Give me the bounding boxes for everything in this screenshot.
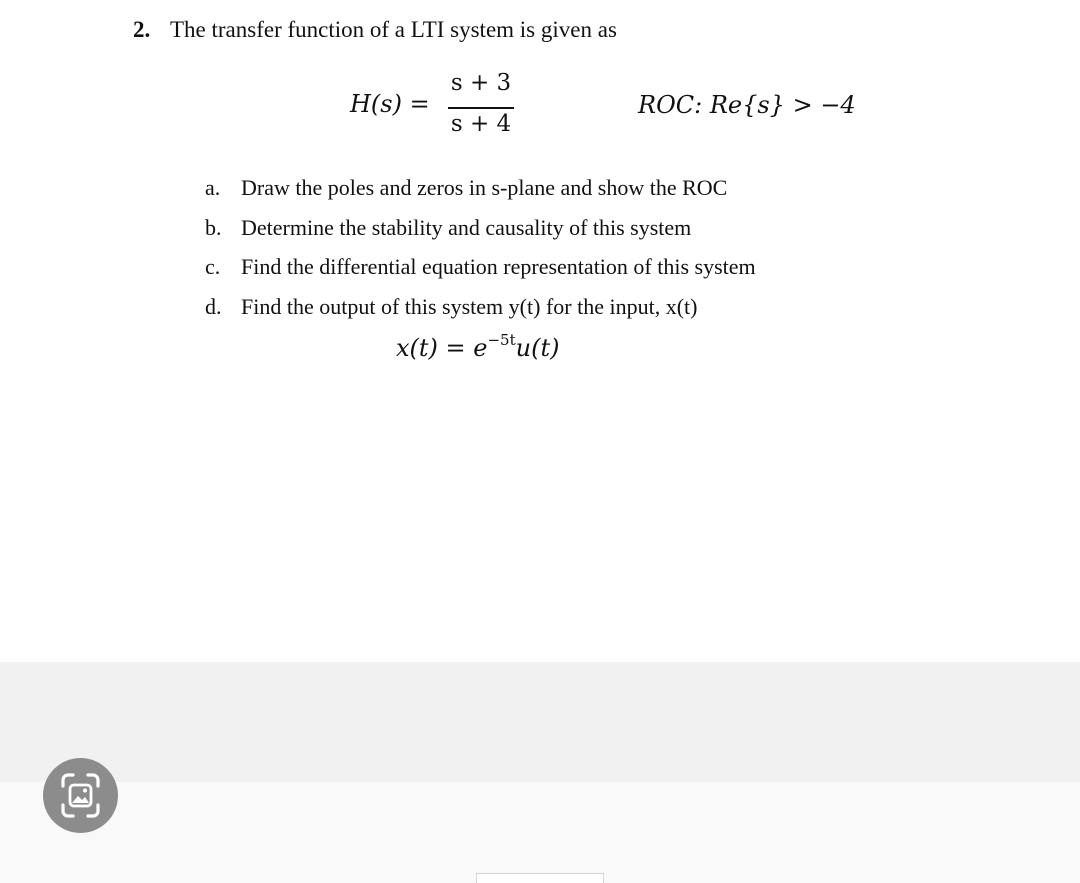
input-signal-rhs: u(t) bbox=[515, 334, 560, 362]
list-marker: d. bbox=[205, 294, 222, 319]
list-text: Draw the poles and zeros in s-plane and show the ROC bbox=[241, 175, 728, 200]
list-text: Determine the stability and causality of this system bbox=[241, 215, 692, 240]
bottom-sheet-handle[interactable] bbox=[476, 873, 604, 883]
input-signal-lhs: x(t) = e bbox=[396, 334, 488, 362]
transfer-function-lhs: H(s) = bbox=[350, 90, 430, 118]
viewer-bottom-bar bbox=[0, 782, 1080, 883]
fraction-bar bbox=[448, 107, 514, 109]
list-marker: a. bbox=[205, 175, 221, 200]
list-item bbox=[205, 175, 727, 201]
question-number: 2. bbox=[133, 17, 151, 42]
list-item bbox=[205, 215, 691, 241]
viewer-background bbox=[0, 662, 1080, 782]
question-prompt: The transfer function of a LTI system is given as bbox=[170, 17, 617, 42]
list-item bbox=[205, 254, 756, 280]
region-of-convergence: ROC: Re{s} > −4 bbox=[638, 91, 856, 119]
image-scan-icon bbox=[43, 758, 118, 833]
list-marker: b. bbox=[205, 215, 222, 240]
image-scan-button[interactable] bbox=[43, 758, 118, 833]
transfer-function-denominator: s + 4 bbox=[450, 111, 512, 137]
list-text: Find the differential equation representation of this system bbox=[241, 254, 756, 279]
input-signal-exponent: −5t bbox=[487, 331, 516, 349]
list-marker: c. bbox=[205, 254, 221, 279]
list-text: Find the output of this system y(t) for the input, x(t) bbox=[241, 294, 698, 319]
transfer-function-numerator: s + 3 bbox=[450, 70, 512, 96]
list-item bbox=[205, 294, 697, 320]
input-signal-equation bbox=[396, 333, 559, 362]
